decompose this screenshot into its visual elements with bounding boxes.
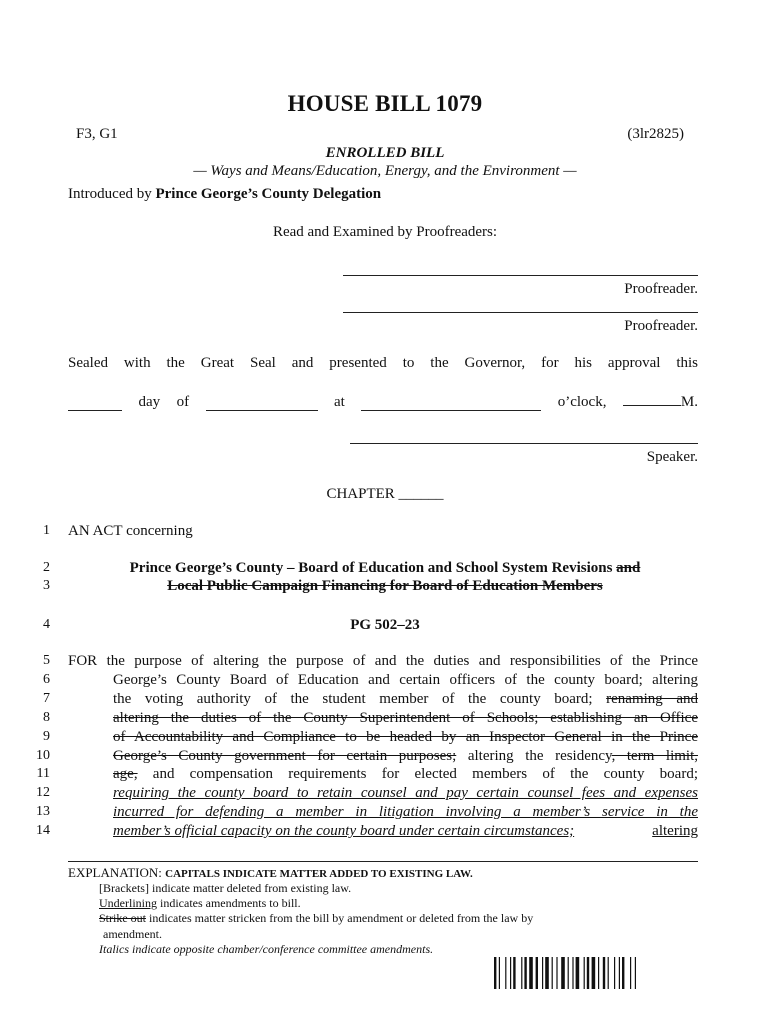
barcode-bar xyxy=(536,957,538,989)
barcode-bar xyxy=(568,957,569,989)
line-number: 12 xyxy=(36,785,50,800)
purpose-line-14-italic: member’s official capacity on the county board under certain circumstances; xyxy=(113,823,575,839)
barcode-bar xyxy=(592,957,596,989)
meridiem-group xyxy=(623,392,698,411)
of-label: of xyxy=(176,394,190,410)
proofreader-label-1: Proofreader. xyxy=(624,281,698,297)
line-number: 11 xyxy=(36,766,50,781)
purpose-line-10-text: altering the residency xyxy=(456,748,612,764)
barcode-bar xyxy=(521,957,522,989)
oclock-label: o’clock, xyxy=(557,394,607,410)
line-number: 2 xyxy=(43,560,50,575)
barcode-bar xyxy=(635,957,636,989)
purpose-line-7-text: the voting authority of the student member of the county board; xyxy=(113,691,607,707)
sponsor: Prince George’s County Delegation xyxy=(155,186,382,202)
explanation-label: EXPLANATION: xyxy=(68,865,166,880)
speaker-signature-line xyxy=(350,443,698,444)
explanation-capitals: CAPITALS INDICATE MATTER ADDED TO EXISTING LAW. xyxy=(165,868,473,880)
barcode-bar xyxy=(529,957,533,989)
purpose-line-14-underlined: altering xyxy=(652,823,698,839)
barcode-bar xyxy=(603,957,605,989)
purpose-line-11-text: and compensation requirements for elected members of the county board; xyxy=(137,766,698,782)
purpose-line-10-struck-2: , term limit, xyxy=(611,748,699,764)
strikeout-rest: indicates matter stricken from the bill by amendment or deleted from the law by xyxy=(146,911,534,925)
barcode-bar xyxy=(598,957,599,989)
barcode-bar xyxy=(608,957,609,989)
brackets-word: [Brackets] xyxy=(99,881,149,895)
barcode-bar xyxy=(510,957,511,989)
strikeout-word: Strike out xyxy=(99,911,146,925)
explanation-strikeout-cont: amendment. xyxy=(103,927,162,941)
line-number: 7 xyxy=(43,691,50,706)
read-examined-heading: Read and Examined by Proofreaders: xyxy=(272,224,498,240)
line-number: 13 xyxy=(36,804,50,819)
speaker-label: Speaker. xyxy=(646,449,698,465)
purpose-line-5: FOR the purpose of altering the purpose of and the duties and responsibilities of the Prince xyxy=(68,653,698,669)
proofreader-signature-line-1 xyxy=(343,275,698,276)
date-time-line xyxy=(68,392,698,411)
line-number: 6 xyxy=(43,672,50,687)
purpose-line-7-struck: renaming and xyxy=(606,691,698,707)
barcode-bar xyxy=(513,957,515,989)
bill-title: HOUSE BILL 1079 xyxy=(287,91,483,116)
line-number: 14 xyxy=(36,823,50,838)
day-label: day xyxy=(138,394,161,410)
purpose-line-10 xyxy=(113,748,698,765)
purpose-line-14 xyxy=(113,823,698,840)
act-concerning: AN ACT concerning xyxy=(68,523,193,539)
line-number: 10 xyxy=(36,748,50,763)
chapter-label: CHAPTER ______ xyxy=(326,486,444,502)
month-blank xyxy=(206,397,318,411)
purpose-line-7 xyxy=(113,691,698,708)
purpose-line-13: incurred for defending a member in litigation involving a member’s service in the xyxy=(113,804,698,820)
explanation-brackets xyxy=(99,881,351,896)
underlining-word: Underlining xyxy=(99,896,157,910)
brackets-rest: indicate matter deleted from existing law. xyxy=(148,881,352,895)
barcode-bar xyxy=(542,957,543,989)
proofreader-signature-line-2 xyxy=(343,312,698,313)
explanation-italics: Italics indicate opposite chamber/conference committee amendments. xyxy=(99,942,434,956)
line-number: 8 xyxy=(43,710,50,725)
purpose-line-9-struck: of Accountability and Compliance to be headed by an Inspector General in the Prince xyxy=(113,729,698,745)
barcode-bar xyxy=(545,957,549,989)
short-title-line-3-struck: Local Public Campaign Financing for Board of Education Members xyxy=(167,578,603,594)
sealed-statement: Sealed with the Great Seal and presented to the Governor, for his approval this xyxy=(68,355,698,371)
committee-line: — Ways and Means/Education, Energy, and the Environment — xyxy=(193,163,577,179)
line-number: 1 xyxy=(43,523,50,538)
barcode-bar xyxy=(556,957,557,989)
purpose-line-11-struck: age, xyxy=(113,766,138,782)
purpose-line-12: requiring the county board to retain counsel and pay certain counsel fees and expenses xyxy=(113,785,698,801)
time-blank xyxy=(361,397,541,411)
barcode-bar xyxy=(561,957,565,989)
barcode-bar xyxy=(614,957,615,989)
purpose-line-6: George’s County Board of Education and certain officers of the county board; altering xyxy=(113,672,698,688)
barcode-bar xyxy=(619,957,620,989)
pg-number: PG 502–23 xyxy=(350,617,420,633)
proofreader-label-2: Proofreader. xyxy=(624,318,698,334)
line-number: 4 xyxy=(43,617,50,632)
purpose-line-8-struck: altering the duties of the County Superintendent of Schools; establishing an Office xyxy=(113,710,698,726)
purpose-line-10-struck: George’s County government for certain purposes; xyxy=(113,748,457,764)
subject-codes: F3, G1 xyxy=(76,126,118,142)
explanation-strikeout xyxy=(99,911,533,926)
barcode-bar xyxy=(576,957,580,989)
explanation-underlining xyxy=(99,896,301,911)
line-number: 5 xyxy=(43,653,50,668)
barcode-bar xyxy=(587,957,589,989)
barcode-bar xyxy=(622,957,624,989)
enrolled-bill-label: ENROLLED BILL xyxy=(325,145,445,161)
barcode-bar xyxy=(505,957,506,989)
short-title-line-2 xyxy=(0,560,770,577)
m-label: M. xyxy=(680,394,698,410)
explanation-rule xyxy=(68,861,698,862)
barcode-image xyxy=(494,957,680,989)
day-blank xyxy=(68,397,122,411)
barcode-bar xyxy=(630,957,631,989)
introduced-prefix: Introduced by xyxy=(68,186,156,202)
short-title-text: Prince George’s County – Board of Education and School System Revisions xyxy=(129,560,613,576)
draft-number: (3lr2825) xyxy=(627,126,684,142)
explanation-heading xyxy=(68,865,473,881)
barcode-bar xyxy=(584,957,585,989)
barcode-bar xyxy=(572,957,573,989)
line-number: 3 xyxy=(43,578,50,593)
barcode-bar xyxy=(499,957,500,989)
struck-and: and xyxy=(616,560,641,576)
at-label: at xyxy=(333,394,345,410)
introduced-by xyxy=(68,186,381,203)
barcode-bar xyxy=(494,957,496,989)
barcode-bar xyxy=(552,957,553,989)
underlining-rest: indicates amendments to bill. xyxy=(157,896,301,910)
purpose-line-11 xyxy=(113,766,698,783)
barcode-bar xyxy=(524,957,526,989)
meridiem-blank xyxy=(623,392,681,406)
line-number: 9 xyxy=(43,729,50,744)
